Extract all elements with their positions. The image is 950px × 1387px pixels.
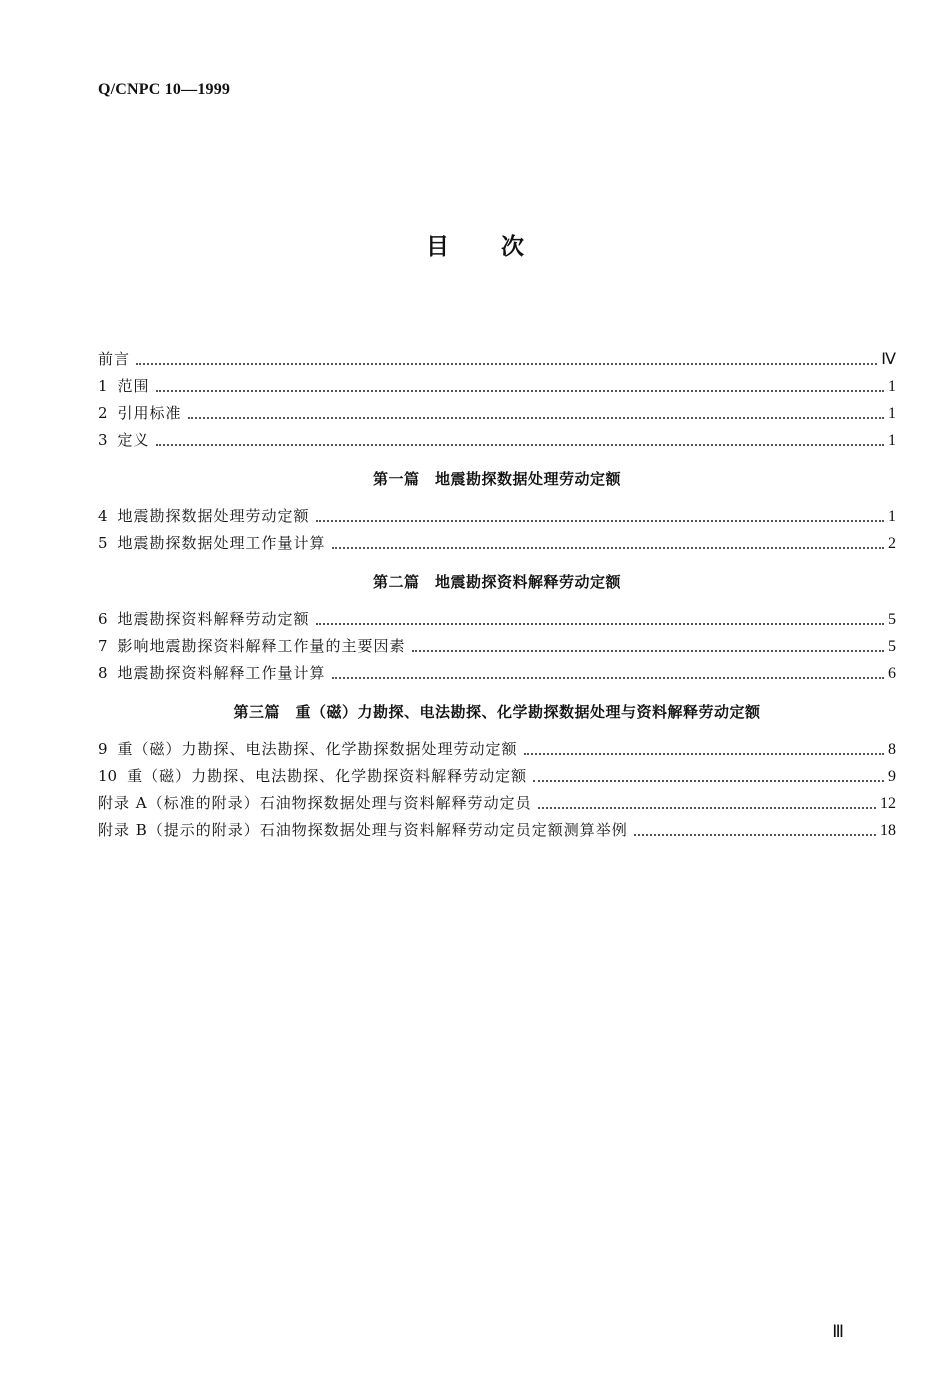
toc-entry-page: 18 bbox=[880, 822, 896, 839]
toc-entry-number: 5 bbox=[98, 534, 108, 552]
toc-entry-9[interactable] bbox=[98, 736, 896, 763]
page-title bbox=[0, 228, 950, 261]
toc-leader-dots bbox=[156, 389, 884, 392]
page-number: Ⅲ bbox=[832, 1322, 844, 1341]
title-char-2: 次 bbox=[501, 234, 524, 260]
toc-entry-8[interactable] bbox=[98, 660, 896, 687]
toc-entry-label: 地震勘探数据处理劳动定额 bbox=[117, 507, 310, 525]
toc-entry-label: 重（磁）力勘探、电法勘探、化学勘探数据处理劳动定额 bbox=[117, 740, 518, 758]
toc-entry-page: 5 bbox=[888, 638, 896, 655]
toc-leader-dots bbox=[316, 622, 884, 625]
toc-leader-dots bbox=[136, 362, 877, 365]
toc-entry-1[interactable] bbox=[98, 373, 896, 400]
table-of-contents bbox=[98, 346, 896, 844]
toc-entry-label: 地震勘探资料解释劳动定额 bbox=[117, 610, 310, 628]
toc-entry-page: 1 bbox=[888, 432, 896, 449]
toc-entry-number: 2 bbox=[98, 404, 108, 422]
toc-entry-label: 附录 A（标准的附录）石油物探数据处理与资料解释劳动定员 bbox=[98, 794, 532, 812]
toc-entry-2[interactable] bbox=[98, 400, 896, 427]
toc-entry-page: 6 bbox=[888, 665, 896, 682]
toc-leader-dots bbox=[412, 649, 884, 652]
toc-entry-page: 1 bbox=[888, 405, 896, 422]
toc-part-heading-1: 第一篇 地震勘探数据处理劳动定额 bbox=[372, 470, 621, 488]
toc-leader-dots bbox=[524, 752, 884, 755]
toc-entry-page: Ⅳ bbox=[881, 351, 896, 368]
toc-entry-label: 重（磁）力勘探、电法勘探、化学勘探资料解释劳动定额 bbox=[127, 767, 528, 785]
standard-code: Q/CNPC 10—1999 bbox=[98, 81, 231, 98]
toc-entry-page: 1 bbox=[888, 378, 896, 395]
toc-entry-page: 12 bbox=[880, 795, 896, 812]
toc-leader-dots bbox=[316, 519, 884, 522]
toc-entry-10[interactable] bbox=[98, 763, 896, 790]
toc-entry-label: 影响地震勘探资料解释工作量的主要因素 bbox=[117, 637, 406, 655]
toc-leader-dots bbox=[538, 806, 876, 809]
toc-entry-4[interactable] bbox=[98, 503, 896, 530]
toc-entry-foreword[interactable] bbox=[98, 346, 896, 373]
toc-leader-dots bbox=[332, 676, 884, 679]
toc-entry-appendix-a[interactable] bbox=[98, 790, 896, 817]
toc-entry-number: 7 bbox=[98, 637, 108, 655]
title-char-1: 目 bbox=[426, 234, 449, 260]
toc-entry-label: 前言 bbox=[98, 350, 131, 368]
toc-entry-page: 9 bbox=[888, 768, 896, 785]
toc-entry-appendix-b[interactable] bbox=[98, 817, 896, 844]
toc-part-heading-3: 第三篇 重（磁）力勘探、电法勘探、化学勘探数据处理与资料解释劳动定额 bbox=[233, 703, 761, 721]
toc-leader-dots bbox=[332, 546, 884, 549]
toc-part-heading-2: 第二篇 地震勘探资料解释劳动定额 bbox=[372, 573, 621, 591]
toc-entry-label: 引用标准 bbox=[117, 404, 182, 422]
toc-entry-page: 1 bbox=[888, 508, 896, 525]
toc-leader-dots bbox=[188, 416, 884, 419]
toc-entry-3[interactable] bbox=[98, 427, 896, 454]
toc-entry-label: 定义 bbox=[117, 431, 150, 449]
toc-entry-number: 4 bbox=[98, 507, 108, 525]
toc-leader-dots bbox=[533, 779, 884, 782]
toc-entry-number: 10 bbox=[98, 767, 118, 785]
toc-entry-label: 范围 bbox=[117, 377, 150, 395]
toc-entry-page: 2 bbox=[888, 535, 896, 552]
toc-leader-dots bbox=[156, 443, 884, 446]
toc-entry-label: 地震勘探资料解释工作量计算 bbox=[117, 664, 326, 682]
toc-entry-5[interactable] bbox=[98, 530, 896, 557]
toc-entry-number: 1 bbox=[98, 377, 108, 395]
toc-entry-7[interactable] bbox=[98, 633, 896, 660]
toc-entry-page: 5 bbox=[888, 611, 896, 628]
toc-entry-label: 地震勘探数据处理工作量计算 bbox=[117, 534, 326, 552]
toc-entry-label: 附录 B（提示的附录）石油物探数据处理与资料解释劳动定员定额测算举例 bbox=[98, 821, 628, 839]
toc-entry-number: 8 bbox=[98, 664, 108, 682]
toc-entry-number: 6 bbox=[98, 610, 108, 628]
toc-entry-page: 8 bbox=[888, 741, 896, 758]
toc-entry-number: 9 bbox=[98, 740, 108, 758]
toc-entry-number: 3 bbox=[98, 431, 108, 449]
toc-entry-6[interactable] bbox=[98, 606, 896, 633]
toc-leader-dots bbox=[634, 833, 876, 836]
